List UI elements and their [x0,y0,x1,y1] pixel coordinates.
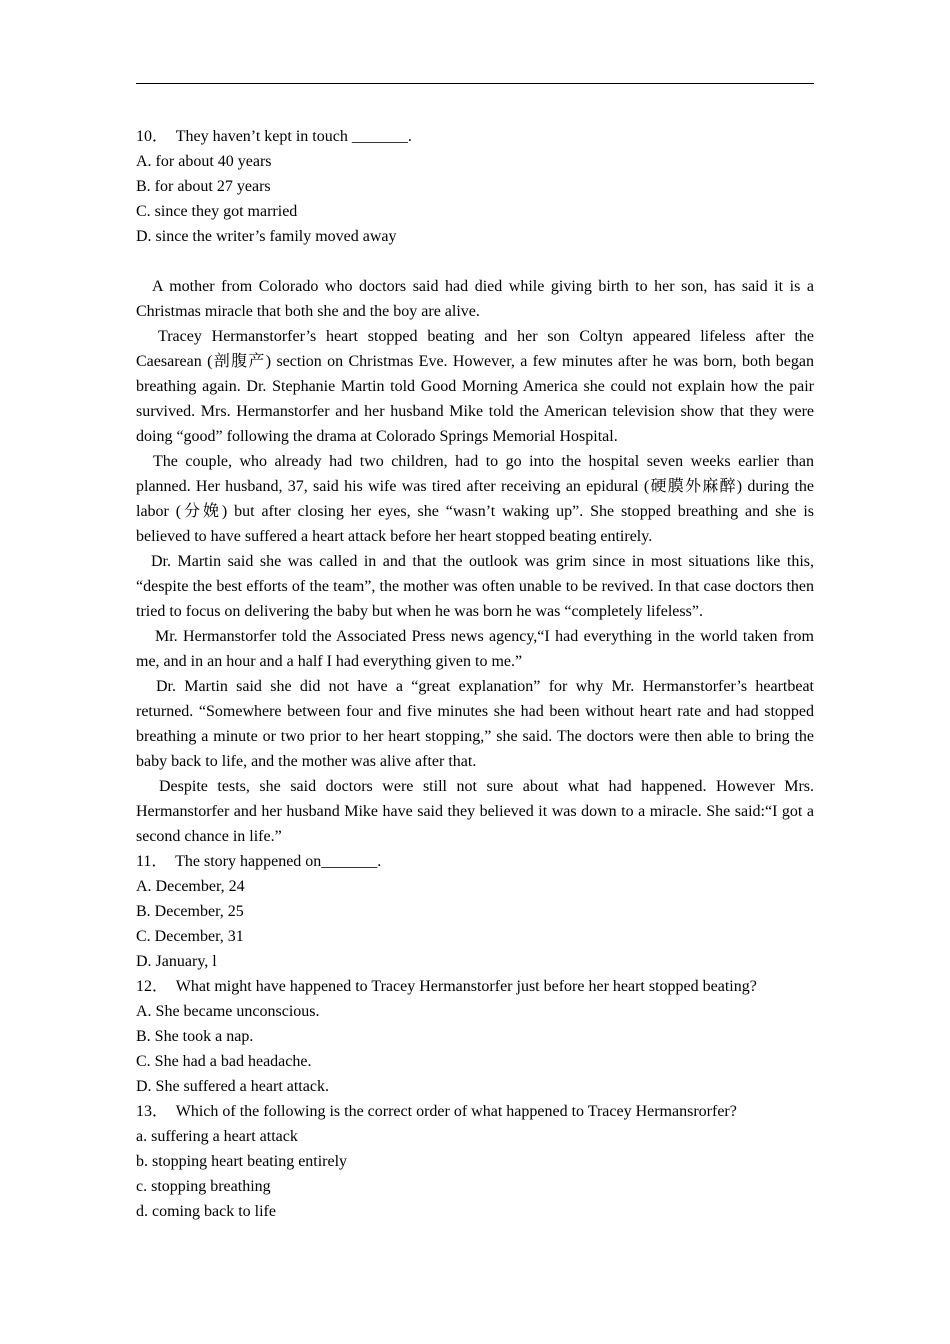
option-d: D. She suffered a heart attack. [136,1078,329,1095]
event-item-d: d. coming back to life [136,1203,276,1220]
header-rule [136,83,814,84]
option-c: C. She had a bad headache. [136,1053,312,1070]
question-stem: 10． They haven’t kept in touch _______. [136,128,412,145]
question-stem: 12． What might have happened to Tracey Hermanstorfer just before her heart stopped beating? [136,978,757,995]
option-b: B. December, 25 [136,903,244,920]
option-a: A. December, 24 [136,878,245,895]
question-12 [136,974,814,1099]
question-stem: 11． The story happened on_______. [136,853,382,870]
passage-paragraph-5: Mr. Hermanstorfer told the Associated Press news agency,“I had everything in the world taken from me, and in an hour and a half I had everything given to me.” [136,628,814,670]
option-b: B. for about 27 years [136,178,271,195]
option-d: D. since the writer’s family moved away [136,228,397,245]
passage-paragraph-3: The couple, who already had two children, had to go into the hospital seven weeks earlier than planned. Her husband, 37, said his wife was tired after receiving an epidural (硬膜外麻醉) during the labor (分娩) but after closing her eyes, she “wasn’t waking up”. She stopped breathing and she is believed to have suffered a heart attack before her heart stopped beating entirely. [136,453,814,545]
option-c: C. since they got married [136,203,298,220]
passage-paragraph-4: Dr. Martin said she was called in and that the outlook was grim since in most situations like this, “despite the best efforts of the team”, the mother was often unable to be revived. In that case doctors then tried to focus on delivering the baby but when he was born he was “completely lifeless”. [136,553,814,620]
event-item-b: b. stopping heart beating entirely [136,1153,348,1170]
passage-paragraph-2: Tracey Hermanstorfer’s heart stopped beating and her son Coltyn appeared lifeless after the Caesarean (剖腹产) section on Christmas Eve. However, a few minutes after he was born, both began breathing again. Dr. Stephanie Martin told Good Morning America she could not explain how the pair survived. Mrs. Hermanstorfer and her husband Mike told the American television show that they were doing “good” following the drama at Colorado Springs Memorial Hospital. [136,328,814,445]
passage-paragraph-6: Dr. Martin said she did not have a “great explanation” for why Mr. Hermanstorfer’s heartbeat returned. “Somewhere between four and five minutes she had been without heart rate and had stopped breathing a minute or two prior to her heart stopping,” she said. The doctors were then able to bring the baby back to life, and the mother was alive after that. [136,678,814,770]
passage-paragraph-7: Despite tests, she said doctors were still not sure about what had happened. However Mrs. Hermanstorfer and her husband Mike have said they believed it was down to a miracle. She said:“I got a second chance in life.” [136,778,814,845]
question-stem: 13． Which of the following is the correct order of what happened to Tracey Hermansrorfer? [136,1103,737,1120]
document-body [136,124,814,1224]
passage-paragraph-1: A mother from Colorado who doctors said had died while giving birth to her son, has said it is a Christmas miracle that both she and the boy are alive. [136,278,814,320]
spacer [136,249,814,274]
reading-passage [136,274,814,849]
option-a: A. She became unconscious. [136,1003,320,1020]
option-a: A. for about 40 years [136,153,272,170]
question-13 [136,1099,814,1224]
option-c: C. December, 31 [136,928,244,945]
event-item-a: a. suffering a heart attack [136,1128,298,1145]
option-d: D. January, l [136,953,217,970]
question-11 [136,849,814,974]
event-item-c: c. stopping breathing [136,1178,271,1195]
question-10 [136,124,814,249]
option-b: B. She took a nap. [136,1028,254,1045]
